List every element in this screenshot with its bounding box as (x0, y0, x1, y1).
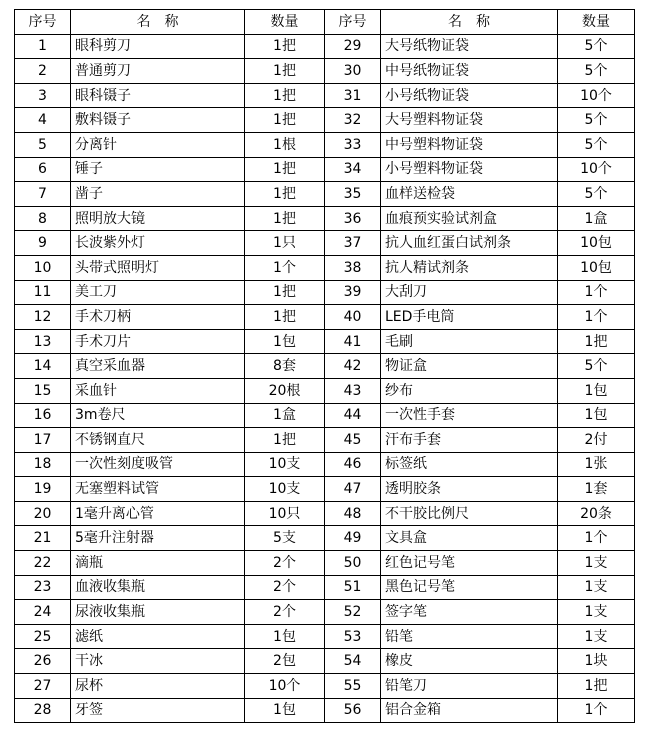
item-no: 14 (15, 354, 71, 379)
item-qty: 1块 (558, 649, 635, 674)
item-no: 18 (15, 452, 71, 477)
table-row (15, 157, 635, 182)
item-no: 51 (325, 575, 381, 600)
item-qty: 5个 (558, 132, 635, 157)
item-qty: 1盒 (245, 403, 325, 428)
item-no: 11 (15, 280, 71, 305)
item-qty: 10只 (245, 501, 325, 526)
item-name: 不锈钢直尺 (71, 428, 245, 453)
item-no: 35 (325, 182, 381, 207)
table-row (15, 305, 635, 330)
item-qty: 1包 (245, 329, 325, 354)
item-name: 铅笔 (381, 624, 558, 649)
item-qty: 1支 (558, 624, 635, 649)
item-qty: 1把 (245, 59, 325, 84)
item-name: 无塞塑料试管 (71, 477, 245, 502)
item-name: 毛刷 (381, 329, 558, 354)
item-qty: 1包 (245, 624, 325, 649)
item-no: 52 (325, 600, 381, 625)
table-row (15, 255, 635, 280)
item-no: 49 (325, 526, 381, 551)
item-no: 10 (15, 255, 71, 280)
item-no: 19 (15, 477, 71, 502)
item-no: 33 (325, 132, 381, 157)
item-name: 凿子 (71, 182, 245, 207)
item-no: 55 (325, 674, 381, 699)
item-name: LED手电筒 (381, 305, 558, 330)
item-qty: 1把 (245, 428, 325, 453)
item-no: 23 (15, 575, 71, 600)
item-name: 文具盒 (381, 526, 558, 551)
item-qty: 1盒 (558, 206, 635, 231)
item-name: 头带式照明灯 (71, 255, 245, 280)
item-name: 一次性刻度吸管 (71, 452, 245, 477)
item-no: 54 (325, 649, 381, 674)
item-name: 3m卷尺 (71, 403, 245, 428)
item-qty: 20根 (245, 378, 325, 403)
item-name: 透明胶条 (381, 477, 558, 502)
item-qty: 1把 (245, 157, 325, 182)
item-no: 1 (15, 34, 71, 59)
item-no: 31 (325, 83, 381, 108)
item-no: 50 (325, 551, 381, 576)
item-qty: 20条 (558, 501, 635, 526)
item-no: 44 (325, 403, 381, 428)
item-name: 滤纸 (71, 624, 245, 649)
item-name: 滴瓶 (71, 551, 245, 576)
item-no: 4 (15, 108, 71, 133)
table-row (15, 231, 635, 256)
item-name: 橡皮 (381, 649, 558, 674)
item-qty: 10个 (558, 157, 635, 182)
item-name: 纱布 (381, 378, 558, 403)
item-no: 22 (15, 551, 71, 576)
item-qty: 1支 (558, 575, 635, 600)
item-qty: 1个 (245, 255, 325, 280)
equipment-table (14, 9, 635, 723)
header-qty-left: 数量 (245, 10, 325, 35)
item-no: 38 (325, 255, 381, 280)
item-no: 53 (325, 624, 381, 649)
item-qty: 2个 (245, 600, 325, 625)
item-name: 美工刀 (71, 280, 245, 305)
item-name: 血痕预实验试剂盒 (381, 206, 558, 231)
item-no: 36 (325, 206, 381, 231)
item-qty: 2个 (245, 575, 325, 600)
item-no: 20 (15, 501, 71, 526)
item-qty: 1把 (245, 108, 325, 133)
item-no: 30 (325, 59, 381, 84)
item-no: 39 (325, 280, 381, 305)
item-name: 眼科镊子 (71, 83, 245, 108)
table-row (15, 83, 635, 108)
item-no: 2 (15, 59, 71, 84)
item-no: 42 (325, 354, 381, 379)
item-qty: 1个 (558, 698, 635, 723)
item-qty: 1把 (245, 34, 325, 59)
table-row (15, 551, 635, 576)
item-qty: 2包 (245, 649, 325, 674)
item-no: 13 (15, 329, 71, 354)
item-no: 6 (15, 157, 71, 182)
header-name-right: 名 称 (381, 10, 558, 35)
item-name: 锤子 (71, 157, 245, 182)
item-qty: 10支 (245, 452, 325, 477)
item-qty: 10支 (245, 477, 325, 502)
item-no: 24 (15, 600, 71, 625)
item-qty: 10个 (245, 674, 325, 699)
item-name: 普通剪刀 (71, 59, 245, 84)
item-no: 48 (325, 501, 381, 526)
item-qty: 5个 (558, 354, 635, 379)
item-name: 血液收集瓶 (71, 575, 245, 600)
table-row (15, 329, 635, 354)
header-qty-right: 数量 (558, 10, 635, 35)
header-no-left: 序号 (15, 10, 71, 35)
item-no: 7 (15, 182, 71, 207)
table-header-row (15, 10, 635, 35)
item-name: 5毫升注射器 (71, 526, 245, 551)
item-qty: 1个 (558, 305, 635, 330)
item-qty: 1支 (558, 551, 635, 576)
item-qty: 10个 (558, 83, 635, 108)
item-qty: 10包 (558, 255, 635, 280)
item-name: 牙签 (71, 698, 245, 723)
table-row (15, 132, 635, 157)
item-no: 25 (15, 624, 71, 649)
item-no: 27 (15, 674, 71, 699)
table-row (15, 378, 635, 403)
item-no: 21 (15, 526, 71, 551)
item-name: 手术刀片 (71, 329, 245, 354)
item-qty: 2付 (558, 428, 635, 453)
table-row (15, 403, 635, 428)
item-qty: 5个 (558, 34, 635, 59)
item-name: 1毫升离心管 (71, 501, 245, 526)
table-row (15, 34, 635, 59)
item-name: 尿液收集瓶 (71, 600, 245, 625)
item-qty: 1个 (558, 526, 635, 551)
item-name: 黑色记号笔 (381, 575, 558, 600)
table-row (15, 477, 635, 502)
item-no: 29 (325, 34, 381, 59)
item-qty: 5个 (558, 182, 635, 207)
item-no: 46 (325, 452, 381, 477)
item-name: 红色记号笔 (381, 551, 558, 576)
item-no: 32 (325, 108, 381, 133)
item-qty: 1张 (558, 452, 635, 477)
item-qty: 5个 (558, 108, 635, 133)
item-name: 中号塑料物证袋 (381, 132, 558, 157)
item-qty: 2个 (245, 551, 325, 576)
item-no: 15 (15, 378, 71, 403)
table-row (15, 674, 635, 699)
table-row (15, 452, 635, 477)
item-name: 抗人血红蛋白试剂条 (381, 231, 558, 256)
item-qty: 1把 (558, 674, 635, 699)
table-row (15, 280, 635, 305)
item-qty: 5支 (245, 526, 325, 551)
item-name: 长波紫外灯 (71, 231, 245, 256)
table-body (15, 34, 635, 723)
item-no: 26 (15, 649, 71, 674)
item-name: 小号纸物证袋 (381, 83, 558, 108)
item-name: 尿杯 (71, 674, 245, 699)
item-qty: 1套 (558, 477, 635, 502)
item-no: 5 (15, 132, 71, 157)
item-qty: 1把 (245, 182, 325, 207)
table-row (15, 108, 635, 133)
table-row (15, 698, 635, 723)
item-qty: 1把 (245, 280, 325, 305)
table-row (15, 526, 635, 551)
item-name: 大号纸物证袋 (381, 34, 558, 59)
item-qty: 5个 (558, 59, 635, 84)
item-no: 3 (15, 83, 71, 108)
item-name: 分离针 (71, 132, 245, 157)
item-qty: 1把 (558, 329, 635, 354)
table-row (15, 501, 635, 526)
item-no: 28 (15, 698, 71, 723)
item-name: 铅笔刀 (381, 674, 558, 699)
item-no: 9 (15, 231, 71, 256)
table-row (15, 649, 635, 674)
item-qty: 8套 (245, 354, 325, 379)
item-name: 血样送检袋 (381, 182, 558, 207)
item-qty: 1只 (245, 231, 325, 256)
table-row (15, 182, 635, 207)
header-name-left: 名 称 (71, 10, 245, 35)
item-no: 43 (325, 378, 381, 403)
item-name: 大号塑料物证袋 (381, 108, 558, 133)
item-name: 铝合金箱 (381, 698, 558, 723)
item-no: 41 (325, 329, 381, 354)
item-no: 40 (325, 305, 381, 330)
item-name: 签字笔 (381, 600, 558, 625)
item-qty: 1把 (245, 305, 325, 330)
table-row (15, 624, 635, 649)
item-name: 采血针 (71, 378, 245, 403)
item-name: 标签纸 (381, 452, 558, 477)
table-row (15, 354, 635, 379)
item-name: 汗布手套 (381, 428, 558, 453)
item-no: 45 (325, 428, 381, 453)
item-name: 眼科剪刀 (71, 34, 245, 59)
table-row (15, 428, 635, 453)
item-no: 12 (15, 305, 71, 330)
table-row (15, 59, 635, 84)
table-row (15, 575, 635, 600)
item-name: 照明放大镜 (71, 206, 245, 231)
item-name: 一次性手套 (381, 403, 558, 428)
item-name: 抗人精试剂条 (381, 255, 558, 280)
item-qty: 1根 (245, 132, 325, 157)
table-row (15, 206, 635, 231)
item-name: 大刮刀 (381, 280, 558, 305)
item-name: 中号纸物证袋 (381, 59, 558, 84)
item-no: 17 (15, 428, 71, 453)
item-no: 47 (325, 477, 381, 502)
item-qty: 10包 (558, 231, 635, 256)
item-no: 16 (15, 403, 71, 428)
item-name: 敷料镊子 (71, 108, 245, 133)
item-name: 不干胶比例尺 (381, 501, 558, 526)
item-qty: 1包 (558, 403, 635, 428)
item-no: 8 (15, 206, 71, 231)
item-no: 34 (325, 157, 381, 182)
item-name: 手术刀柄 (71, 305, 245, 330)
item-name: 物证盒 (381, 354, 558, 379)
item-qty: 1支 (558, 600, 635, 625)
item-qty: 1包 (245, 698, 325, 723)
item-name: 干冰 (71, 649, 245, 674)
header-no-right: 序号 (325, 10, 381, 35)
item-no: 56 (325, 698, 381, 723)
item-no: 37 (325, 231, 381, 256)
item-name: 真空采血器 (71, 354, 245, 379)
table-row (15, 600, 635, 625)
item-qty: 1把 (245, 83, 325, 108)
item-name: 小号塑料物证袋 (381, 157, 558, 182)
item-qty: 1个 (558, 280, 635, 305)
item-qty: 1包 (558, 378, 635, 403)
item-qty: 1把 (245, 206, 325, 231)
